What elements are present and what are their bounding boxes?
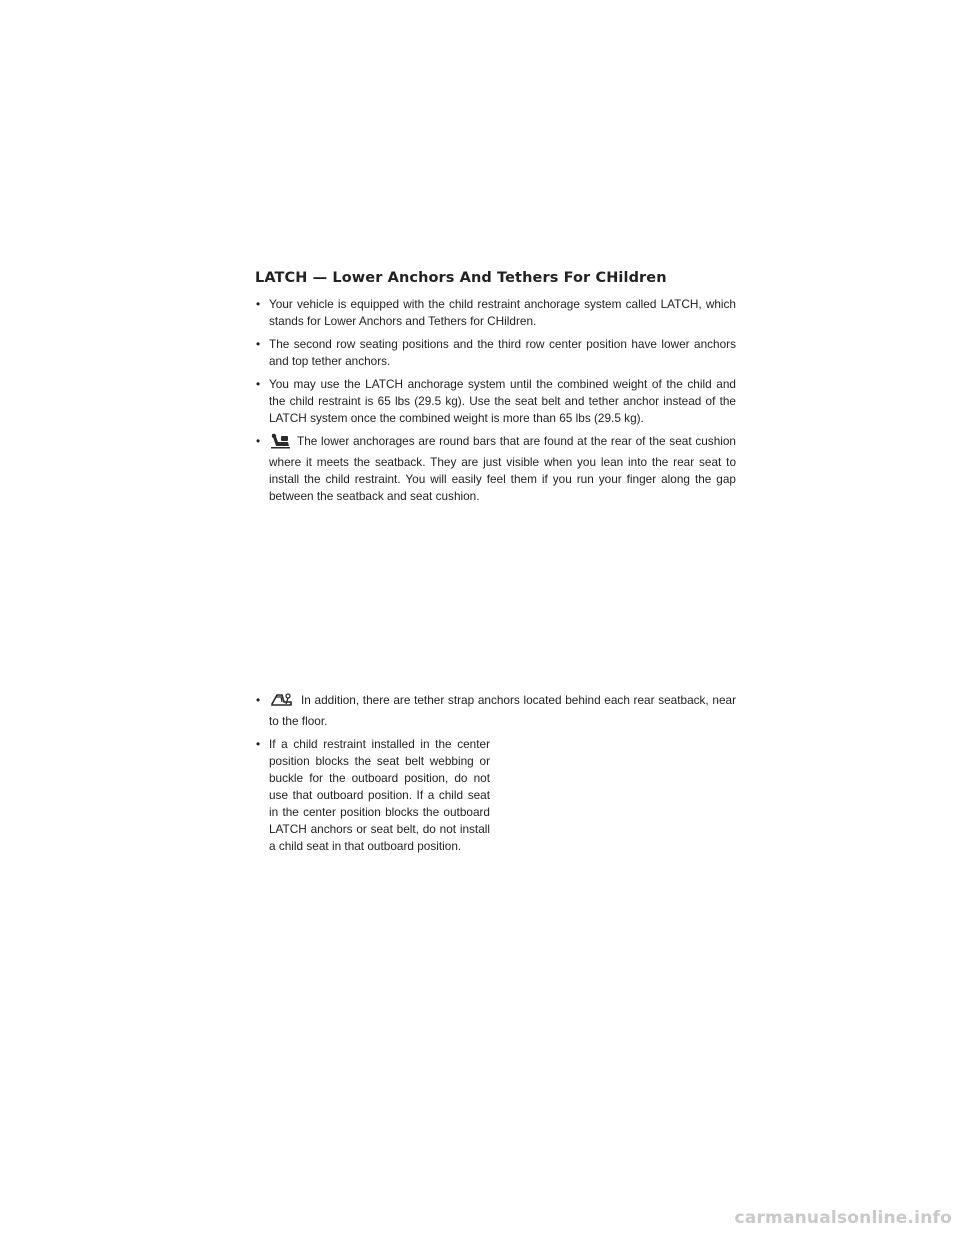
bullet-text: In addition, there are tether strap anchors located behind each rear seatback, near to the floor.: [269, 693, 736, 728]
latch-bullet-list: [255, 296, 736, 511]
tether-bullet-list: [255, 692, 736, 861]
bullet-text: The lower anchorages are round bars that are found at the rear of the seat cushion where it meets the seatback. They are just visible when you lean into the rear seat to install the child restraint. You will easily feel them if you run your finger along the gap between the seatback and seat cushion.: [269, 434, 736, 503]
list-item: [255, 296, 736, 330]
section-title: LATCH — Lower Anchors And Tethers For CHildren: [255, 270, 667, 286]
bullet-text: If a child restraint installed in the center position blocks the seat belt webbing or buckle for the outboard position, do not use that outboard position. If a child seat in the center position blocks the outboard LATCH anchors or seat belt, do not install a child seat in that outboard position.: [269, 737, 490, 853]
list-item: [255, 692, 736, 730]
child-seat-lower-anchor-icon: [269, 433, 291, 454]
list-item: [255, 336, 736, 370]
list-item: [255, 376, 736, 427]
watermark: carmanualsonline.info: [734, 1208, 952, 1228]
list-item: [255, 433, 736, 505]
child-seat-tether-anchor-icon: [269, 692, 295, 713]
bullet-text: You may use the LATCH anchorage system until the combined weight of the child and the child restraint is 65 lbs (29.5 kg). Use the seat belt and tether anchor instead of the LATCH system once the combined weight is more than 65 lbs (29.5 kg).: [269, 377, 736, 425]
bullet-text: The second row seating positions and the third row center position have lower anchors and top tether anchors.: [269, 337, 736, 368]
bullet-text: Your vehicle is equipped with the child restraint anchorage system called LATCH, which stands for Lower Anchors and Tethers for CHildren.: [269, 297, 736, 328]
list-item: [255, 736, 490, 855]
